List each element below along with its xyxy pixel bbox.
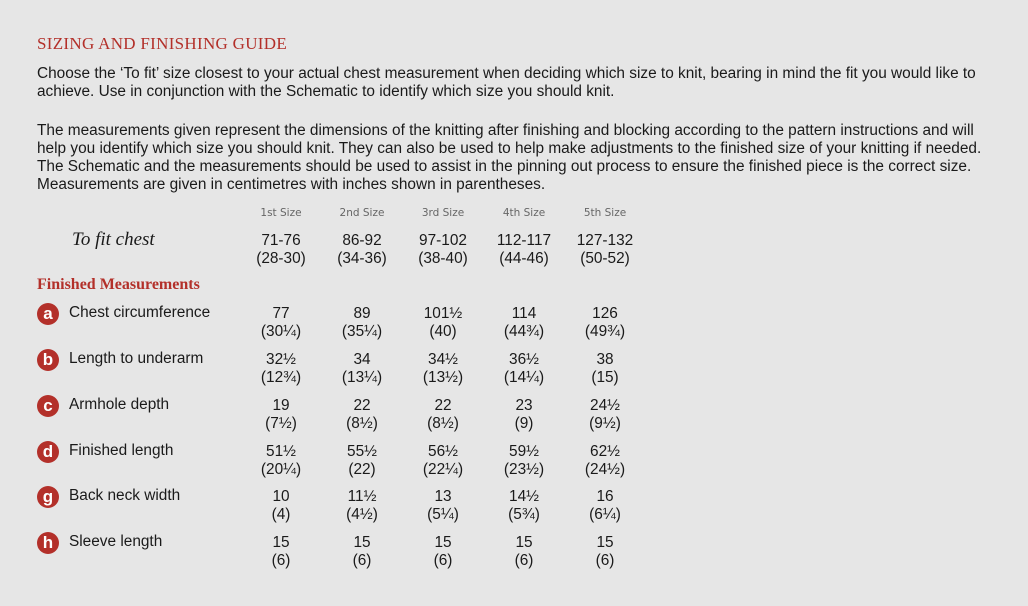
measurement-value: 126 (49¾): [584, 305, 626, 340]
measurement-value: 15 (6): [595, 534, 615, 569]
measurement-value: 101½ (40): [423, 305, 463, 340]
measurement-label: Finished length: [69, 442, 174, 459]
size-header-3: 3rd Size: [421, 207, 465, 219]
measurement-value: 15 (6): [514, 534, 534, 569]
to-fit-value: 127-132 (50-52): [576, 232, 634, 267]
measurement-value: 38 (15): [591, 351, 619, 386]
measurement-value: 77 (30¼): [260, 305, 302, 340]
to-fit-value: 97-102 (38-40): [418, 232, 468, 267]
page-title: SIZING AND FINISHING GUIDE: [37, 34, 288, 53]
measurement-value: 34½ (13½): [422, 351, 464, 386]
measurement-value: 22 (8½): [346, 397, 378, 432]
measurement-label: Armhole depth: [69, 396, 170, 413]
letter-b-icon: b: [37, 349, 59, 371]
to-fit-value: 112-117 (44-46): [496, 232, 552, 267]
measurement-label: Length to underarm: [69, 350, 204, 367]
measurement-label: Back neck width: [69, 487, 181, 504]
to-fit-chest-label: To fit chest: [72, 229, 155, 250]
measurement-value: 32½ (12¾): [260, 351, 302, 386]
measurements-paragraph: The measurements given represent the dimensions of the knitting after finishing and blocking according to the pattern instructions and will help you identify which size you should knit. They can also be used to help make adjustments to the finished size of your knitting if needed. The Schematic and the measurements should be used to assist in the pinning out process to ensure the finished piece is the correct size. Measurements are given in centimetres with inches shown in parentheses.: [37, 122, 982, 193]
size-header-1: 1st Size: [260, 207, 302, 219]
measurement-value: 13 (5¼): [427, 488, 459, 523]
measurement-value: 16 (6¼): [589, 488, 621, 523]
to-fit-value: 86-92 (34-36): [337, 232, 387, 267]
size-header-2: 2nd Size: [339, 207, 385, 219]
letter-d-icon: d: [37, 441, 59, 463]
measurement-value: 19 (7½): [265, 397, 297, 432]
intro-paragraph: Choose the ‘To fit’ size closest to your actual chest measurement when deciding which size to knit, bearing in mind the fit you would like to achieve. Use in conjunction with the Schematic to identify which size you should knit.: [37, 65, 976, 100]
measurement-value: 22 (8½): [427, 397, 459, 432]
measurement-value: 89 (35¼): [341, 305, 383, 340]
measurement-value: 59½ (23½): [503, 443, 545, 478]
measurement-value: 55½ (22): [347, 443, 377, 478]
letter-h-icon: h: [37, 532, 59, 554]
measurement-value: 23 (9): [514, 397, 534, 432]
measurement-value: 15 (6): [433, 534, 453, 569]
measurement-value: 15 (6): [352, 534, 372, 569]
measurement-value: 62½ (24½): [584, 443, 626, 478]
measurement-label: Sleeve length: [69, 533, 163, 550]
to-fit-value: 71-76 (28-30): [256, 232, 306, 267]
measurement-value: 14½ (5¾): [508, 488, 540, 523]
measurement-value: 114 (44¾): [503, 305, 545, 340]
measurement-value: 15 (6): [271, 534, 291, 569]
letter-c-icon: c: [37, 395, 59, 417]
measurement-value: 36½ (14¼): [503, 351, 545, 386]
measurement-label: Chest circumference: [69, 304, 211, 321]
letter-g-icon: g: [37, 486, 59, 508]
measurement-value: 56½ (22¼): [422, 443, 464, 478]
size-header-5: 5th Size: [583, 207, 627, 219]
section-title: Finished Measurements: [37, 276, 200, 293]
measurement-value: 34 (13¼): [341, 351, 383, 386]
measurement-value: 10 (4): [271, 488, 291, 523]
measurement-value: 24½ (9½): [589, 397, 621, 432]
size-header-4: 4th Size: [502, 207, 546, 219]
measurement-value: 51½ (20¼): [260, 443, 302, 478]
measurement-value: 11½ (4½): [346, 488, 378, 523]
letter-a-icon: a: [37, 303, 59, 325]
